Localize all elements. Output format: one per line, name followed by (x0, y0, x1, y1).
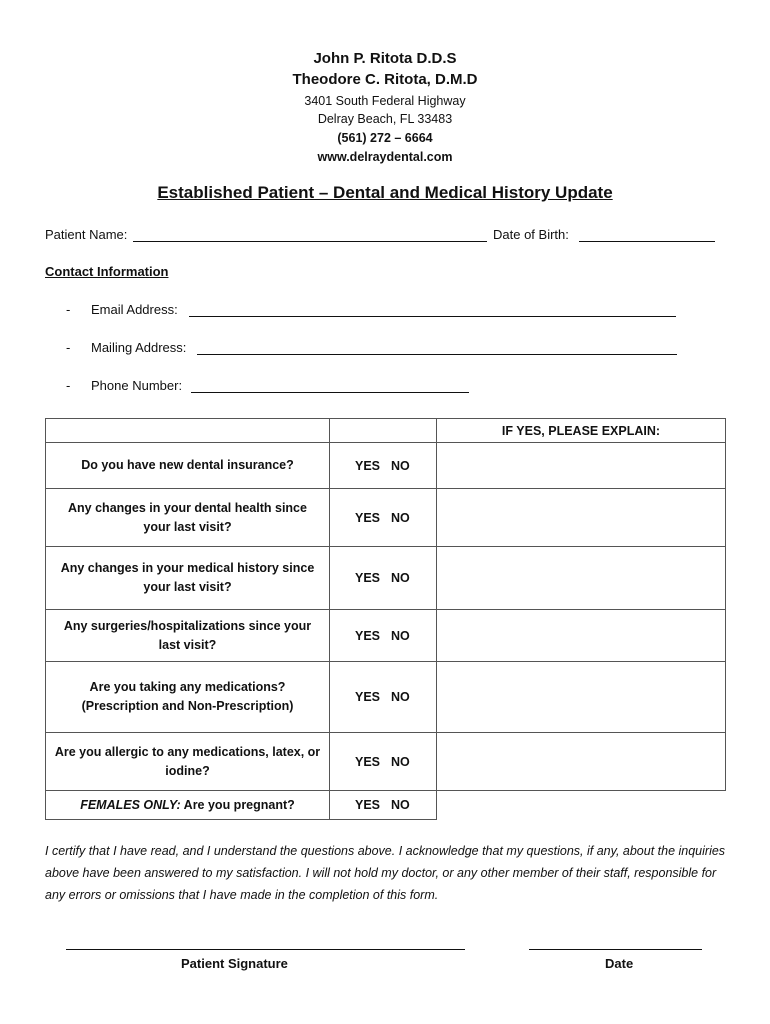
address-line-2: Delray Beach, FL 33483 (317, 112, 453, 126)
question-text: Any changes in your dental health since your last visit? (46, 489, 330, 547)
history-table (45, 418, 726, 820)
no-option[interactable]: NO (391, 628, 410, 643)
yes-option[interactable]: YES (355, 458, 381, 473)
explain-field[interactable] (437, 547, 726, 610)
yes-option[interactable]: YES (355, 798, 381, 812)
explain-field[interactable] (437, 791, 726, 820)
date-signature-label: Date (605, 956, 634, 971)
table-row (46, 791, 726, 820)
table-row (46, 443, 726, 489)
date-signature-line[interactable] (529, 949, 702, 950)
yes-no-options (330, 733, 437, 791)
yes-no-options (330, 662, 437, 733)
email-field[interactable] (189, 316, 676, 317)
mailing-label: Mailing Address: (91, 340, 187, 355)
females-only-prefix: FEMALES ONLY: (80, 797, 181, 812)
question-text: Do you have new dental insurance? (46, 443, 330, 489)
explain-field[interactable] (437, 662, 726, 733)
yes-no-options (330, 443, 437, 489)
no-option[interactable]: NO (391, 458, 410, 473)
no-option[interactable]: NO (391, 510, 410, 525)
question-text: Are you taking any medications? (Prescription and Non-Prescription) (46, 662, 330, 733)
yes-option[interactable]: YES (355, 690, 381, 704)
yes-no-options (330, 610, 437, 662)
table-row (46, 733, 726, 791)
office-phone: (561) 272 – 6664 (337, 131, 433, 145)
phone-bullet: - (66, 378, 71, 393)
phone-label: Phone Number: (91, 378, 183, 393)
no-option[interactable]: NO (391, 571, 410, 585)
table-row (46, 489, 726, 547)
phone-field[interactable] (191, 392, 469, 393)
explain-field[interactable] (437, 443, 726, 489)
doctor-name-2: Theodore C. Ritota, D.M.D (292, 71, 478, 88)
yes-option[interactable]: YES (355, 754, 381, 769)
dob-label: Date of Birth: (493, 227, 569, 242)
yes-no-options (330, 547, 437, 610)
question-text (46, 791, 330, 820)
patient-signature-label: Patient Signature (181, 956, 288, 971)
header-blank-cell (46, 419, 330, 443)
explain-field[interactable] (437, 489, 726, 547)
question-text: Any changes in your medical history since your last visit? (46, 547, 330, 610)
yes-no-options (330, 791, 437, 820)
mailing-field[interactable] (197, 354, 677, 355)
doctor-name-1: John P. Ritota D.D.S (313, 50, 457, 67)
table-row (46, 547, 726, 610)
email-label: Email Address: (91, 302, 178, 317)
patient-name-field[interactable] (133, 241, 487, 242)
no-option[interactable]: NO (391, 754, 410, 769)
question-text: Any surgeries/hospitalizations since your last visit? (46, 610, 330, 662)
patient-name-label: Patient Name: (45, 227, 128, 242)
yes-option[interactable]: YES (355, 571, 381, 585)
question-text: Are you allergic to any medications, latex, or iodine? (46, 733, 330, 791)
yes-option[interactable]: YES (355, 628, 381, 643)
explain-header: IF YES, PLEASE EXPLAIN: (437, 419, 726, 443)
explain-field[interactable] (437, 733, 726, 791)
table-row (46, 662, 726, 733)
table-row (46, 610, 726, 662)
form-title: Established Patient – Dental and Medical History Update (157, 183, 613, 202)
dob-field[interactable] (579, 241, 715, 242)
certification-text: I certify that I have read, and I understand the questions above. I acknowledge that my questions, if any, about the inquiries above have been answered to my satisfaction. I will not hold my doctor, or any other member of their staff, responsible for any errors or omissions that I have made in the completion of this form. (45, 844, 726, 902)
website: www.delraydental.com (317, 150, 453, 164)
yes-option[interactable]: YES (355, 510, 381, 525)
explain-field[interactable] (437, 610, 726, 662)
yes-no-options (330, 489, 437, 547)
patient-signature-line[interactable] (66, 949, 465, 950)
no-option[interactable]: NO (391, 798, 410, 812)
contact-heading: Contact Information (45, 264, 169, 279)
table-header-row (46, 419, 726, 443)
email-bullet: - (66, 302, 71, 317)
mailing-bullet: - (66, 340, 71, 355)
address-line-1: 3401 South Federal Highway (304, 94, 466, 108)
pregnancy-question: Are you pregnant? (180, 797, 295, 812)
header-blank-cell (330, 419, 437, 443)
no-option[interactable]: NO (391, 690, 410, 704)
